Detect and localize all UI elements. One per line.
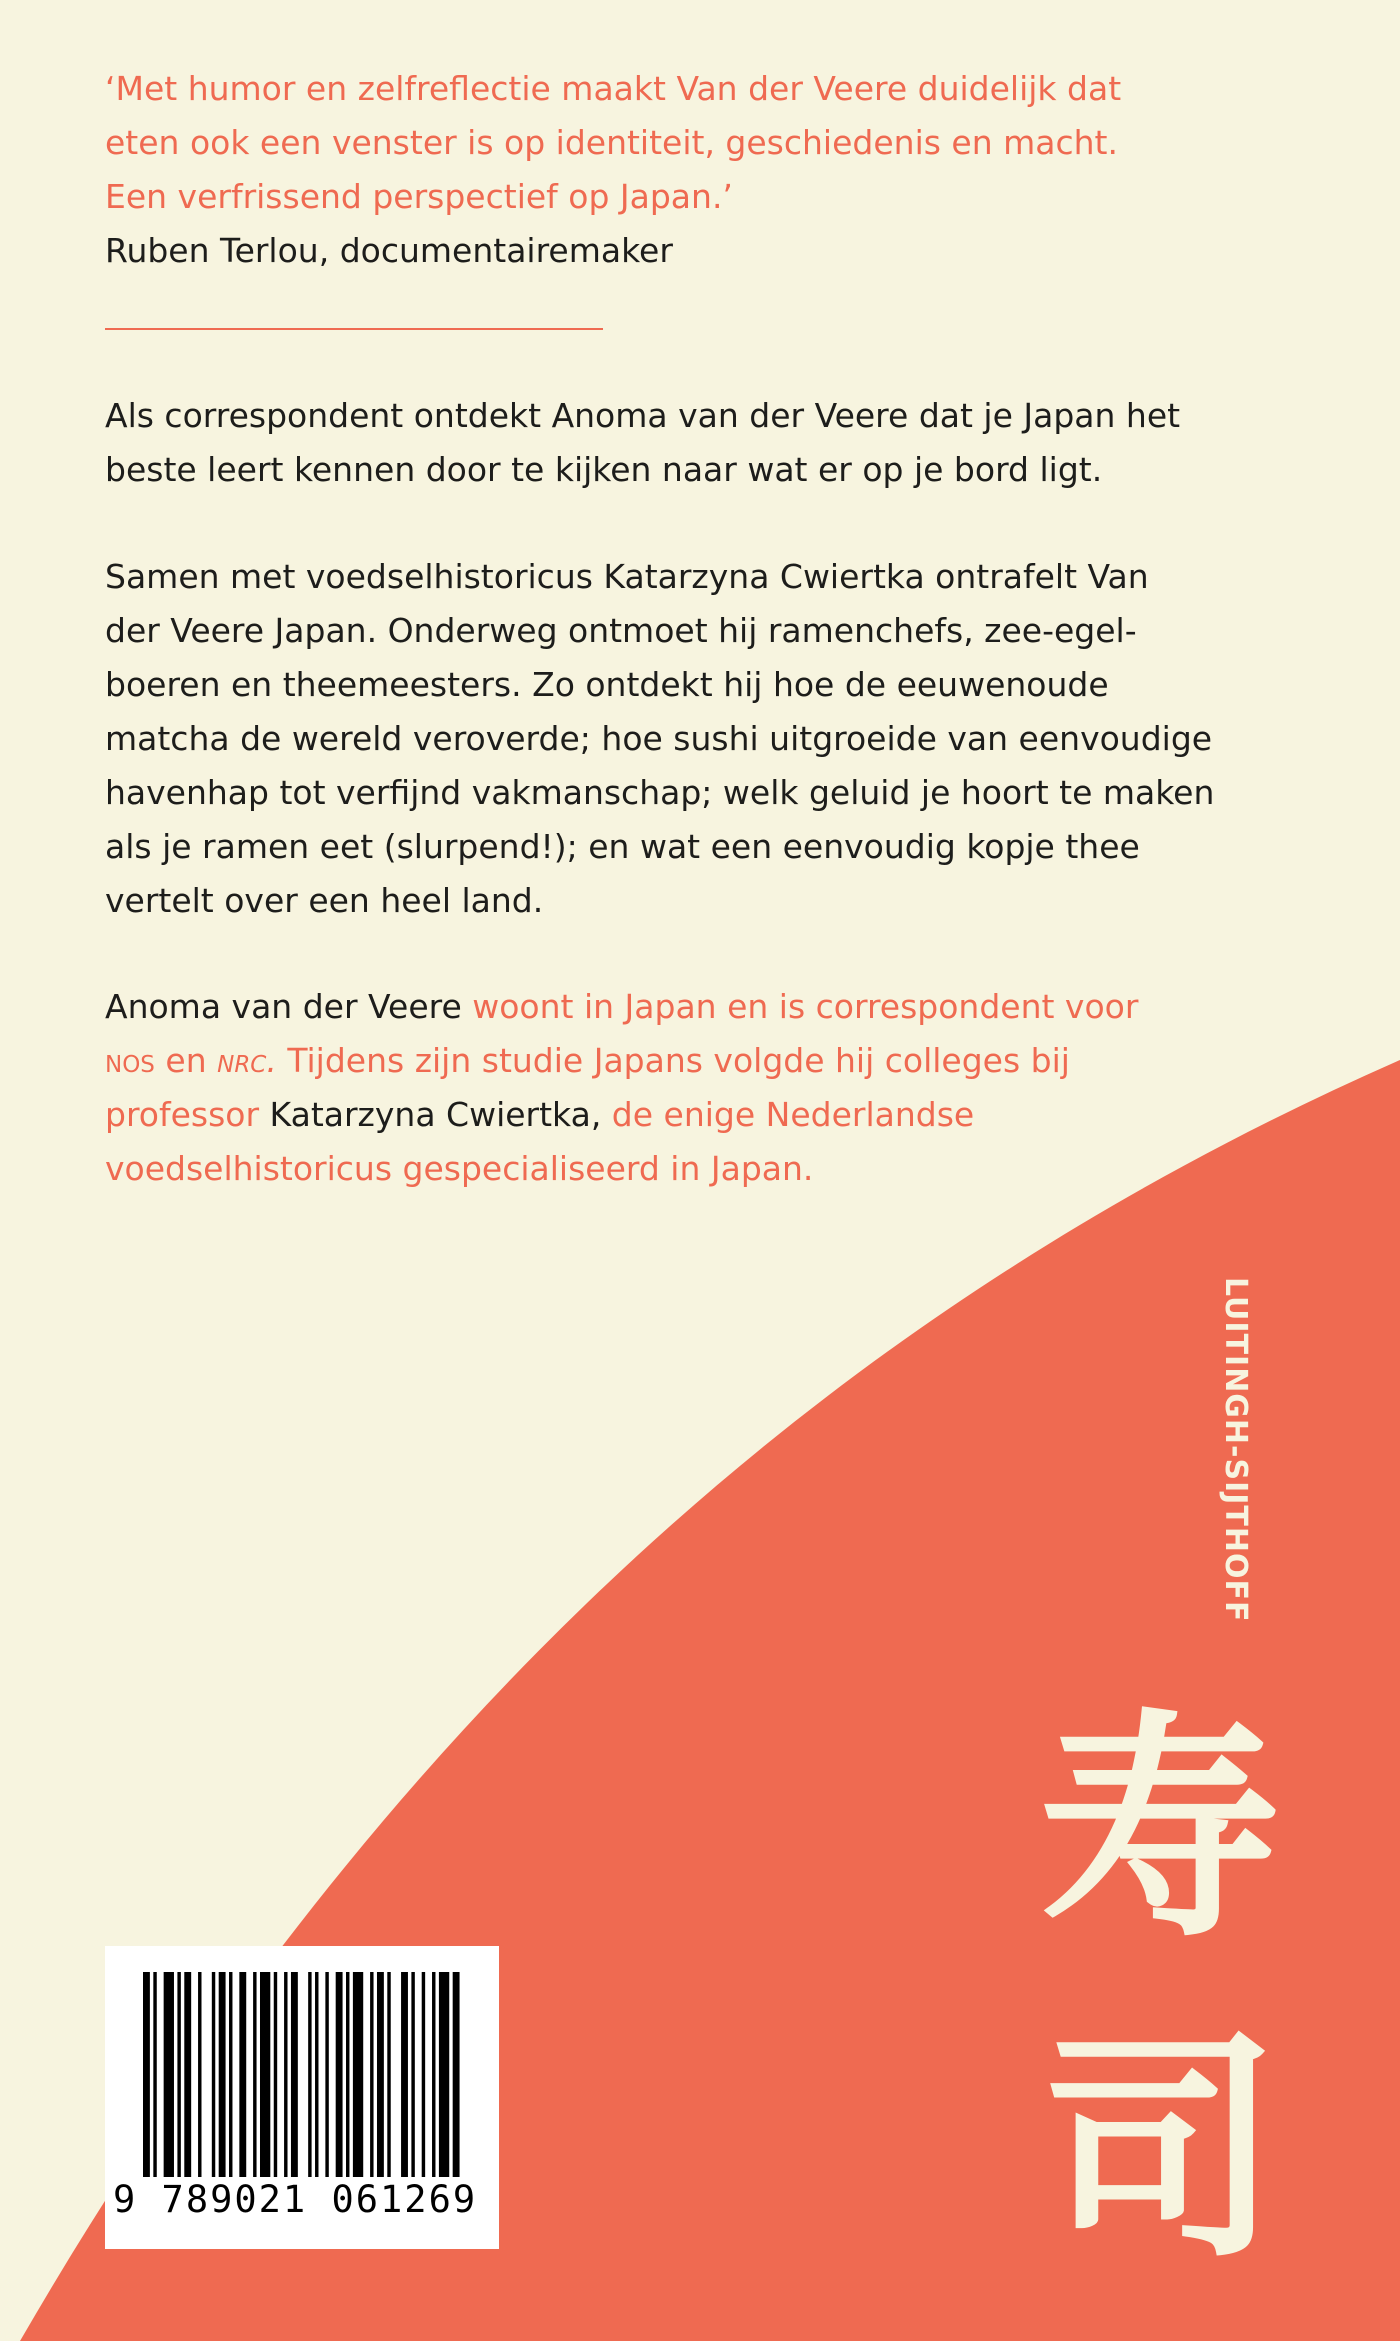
barcode-bar — [260, 1972, 270, 2177]
paragraph-line: beste leert kennen door te kijken naar wat er op je bord ligt. — [105, 450, 1103, 489]
barcode-bar — [253, 1972, 256, 2177]
barcode-bar — [453, 1972, 460, 2177]
barcode-bar — [284, 1972, 287, 2177]
paragraph-line: Als correspondent ontdekt Anoma van der Veere dat je Japan het — [105, 396, 1181, 435]
barcode-bar — [198, 1972, 201, 2177]
barcode-bar — [377, 1972, 384, 2177]
quote-author: Ruben Terlou, documentairemaker — [105, 231, 673, 270]
barcode-bar — [274, 1972, 277, 2177]
barcode-bar — [422, 1972, 425, 2177]
barcode — [105, 1946, 499, 2249]
paragraph-line: havenhap tot verfijnd vakmanschap; welk geluid je hoort te maken — [105, 773, 1215, 812]
paragraph-line: boeren en theemeesters. Zo ontdekt hij hoe de eeuwenoude — [105, 665, 1109, 704]
author-bio — [105, 980, 1265, 1196]
barcode-bar — [370, 1972, 373, 2177]
paragraph-line: matcha de wereld veroverde; hoe sushi uitgroeide van eenvoudige — [105, 719, 1213, 758]
barcode-bar — [353, 1972, 363, 2177]
barcode-bar — [387, 1972, 390, 2177]
paragraph-line: vertelt over een heel land. — [105, 881, 544, 920]
quote-line: ‘Met humor en zelfreflectie maakt Van der Veere duidelijk dat — [105, 69, 1122, 108]
barcode-bar — [153, 1972, 156, 2177]
barcode-bar — [315, 1972, 318, 2177]
author-name: Anoma van der Veere — [105, 987, 462, 1026]
divider-line — [105, 328, 603, 330]
barcode-bar — [325, 1972, 328, 2177]
barcode-bar — [184, 1972, 191, 2177]
review-quote — [105, 62, 1265, 278]
intro-paragraph — [105, 389, 1265, 497]
barcode-bar — [308, 1972, 311, 2177]
barcode-bar — [336, 1972, 343, 2177]
paragraph-line: Samen met voedselhistoricus Katarzyna Cwiertka ontrafelt Van — [105, 557, 1149, 596]
bio-text: en — [154, 1041, 218, 1080]
professor-name: Katarzyna Cwiertka — [269, 1095, 591, 1134]
paragraph-line: der Veere Japan. Onderweg ontmoet hij ramenchefs, zee-egel- — [105, 611, 1137, 650]
barcode-bar — [291, 1972, 298, 2177]
quote-text — [105, 62, 1265, 224]
bio-text: Tijdens zijn studie Japans volgde hij colleges bij — [276, 1041, 1070, 1080]
paragraph-line: als je ramen eet (slurpend!); en wat een eenvoudig kopje thee — [105, 827, 1140, 866]
bio-nrc: nrc. — [217, 1041, 277, 1080]
bio-text: de enige Nederlandse — [601, 1095, 975, 1134]
quote-line: eten ook een venster is op identiteit, geschiedenis en macht. — [105, 123, 1118, 162]
description-paragraph — [105, 550, 1265, 928]
bio-text: professor — [105, 1095, 270, 1134]
barcode-bar — [346, 1972, 349, 2177]
barcode-bar — [219, 1972, 226, 2177]
bio-text: woont in Japan en is correspondent voor — [461, 987, 1139, 1026]
bio-text: voedselhistoricus gespecialiseerd in Japan. — [105, 1149, 814, 1188]
barcode-bar — [177, 1972, 180, 2177]
barcode-bar — [143, 1972, 150, 2177]
publisher-name: LUITINGH-SIJTHOFF — [1218, 1277, 1253, 1623]
barcode-bar — [164, 1972, 174, 2177]
barcode-bar — [432, 1972, 435, 2177]
bio-comma: , — [590, 1095, 602, 1134]
barcode-bar — [439, 1972, 449, 2177]
barcode-bars — [143, 1972, 463, 2177]
barcode-bar — [239, 1972, 246, 2177]
title-glyph-kotobuki: 寿 — [1040, 1690, 1281, 1970]
barcode-bar — [401, 1972, 408, 2177]
quote-line: Een verfrissend perspectief op Japan.’ — [105, 177, 733, 216]
barcode-bar — [229, 1972, 232, 2177]
barcode-bar — [411, 1972, 414, 2177]
barcode-bar — [212, 1972, 215, 2177]
title-glyph-tsukasa: 司 — [1040, 2010, 1281, 2290]
isbn-digits: 9 789021 061269 — [113, 2178, 478, 2221]
bio-nos: nos — [105, 1041, 155, 1080]
